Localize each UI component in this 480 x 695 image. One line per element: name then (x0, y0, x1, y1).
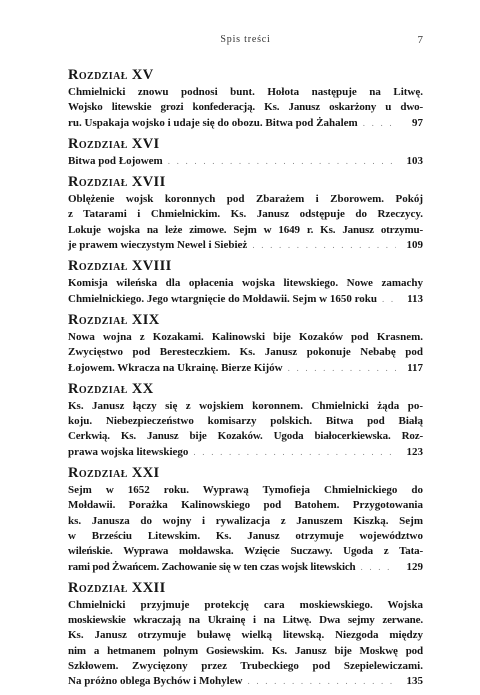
page-header (68, 34, 423, 50)
summary-line: moskiewskie wkraczają na Ukrainę i na Litwę. Dwa sejmy zerwane. (68, 614, 423, 627)
summary-line: Chmielnicki przyjmuje protekcję cara moskiewskiego. Wojska (68, 598, 423, 611)
dot-leader (382, 292, 396, 307)
toc-entry-chapter-20 (68, 381, 423, 460)
toc-entry-chapter-21 (68, 465, 423, 575)
summary-last-line (68, 238, 423, 253)
summary-line: Chmielnicki znowu podnosi bunt. Hołota następuje na Litwę. (68, 86, 423, 98)
chapter-page-number: 113 (407, 292, 423, 305)
summary-line: ru. Uspakaja wojsko i udaje się do obozu. Bitwa pod Żahalem (68, 116, 358, 129)
summary-line: Mołdawii. Porażka Kalinowskiego pod Batohem. Przygotowania (68, 499, 423, 512)
summary-last-line (68, 560, 423, 575)
dot-leader (288, 361, 396, 376)
toc-entry-chapter-18 (68, 258, 423, 307)
summary-line: Nowa wojna z Kozakami. Kalinowski bije Kozaków pod Krasnem. (68, 330, 423, 343)
summary-line: Chmielnickiego. Jego wtargnięcie do Mołdawii. Sejm w 1650 roku (68, 292, 377, 305)
summary-line: prawa wojska litewskiego (68, 445, 189, 458)
chapter-page-number: 123 (406, 445, 423, 458)
summary-last-line (68, 116, 423, 131)
chapter-page-number: 129 (406, 560, 423, 573)
toc-entry-chapter-22 (68, 580, 423, 690)
summary-line: wileńskie. Wyprawa mołdawska. Wzięcie Suczawy. Ugoda z Tata- (68, 545, 423, 558)
chapter-title: Rozdział XVI (68, 135, 160, 152)
summary-line: Komisja wileńska dla opłacenia wojska litewskiego. Nowe zamachy (68, 277, 423, 290)
dot-leader (168, 154, 396, 169)
dot-leader (360, 560, 396, 575)
summary-line: Oblężenie wojsk koronnych pod Zbarażem i Zborowem. Pokój (68, 193, 423, 206)
summary-line: ks. Janusza do wojny i rywalizacja z Januszem Kiszką. Sejm (68, 514, 423, 527)
chapter-title: Rozdział XX (68, 380, 154, 397)
summary-line: Wojsko litewskie grozi konfederacją. Ks. Janusz oskarżony u dwo- (68, 101, 423, 114)
summary-line: Bitwa pod Łojowem (68, 154, 163, 167)
dot-leader (247, 674, 396, 689)
dot-leader (252, 238, 396, 253)
chapter-page-number: 135 (406, 675, 423, 688)
toc-entry-chapter-17 (68, 174, 423, 253)
chapter-title: Rozdział XIX (68, 311, 160, 328)
chapter-title: Rozdział XXII (68, 579, 166, 596)
running-head: Spis treści (220, 34, 271, 45)
chapter-page-number: 117 (407, 361, 423, 374)
summary-line: Na próżno oblega Bychów i Mohylew (68, 675, 243, 688)
chapter-title: Rozdział XVII (68, 174, 166, 191)
chapter-title: Rozdział XV (68, 67, 154, 83)
summary-line: Szkłowem. Zwycięzony przez Trubeckiego pod Szepielewiczami. (68, 660, 423, 673)
page-number: 7 (417, 34, 423, 46)
summary-last-line (68, 292, 423, 307)
summary-line: koju. Niebezpieczeństwo komisarzy polskich. Bitwa pod Białą (68, 415, 423, 428)
summary-line: Ks. Janusz otrzymuje buławę wielką litewską. Niezgoda między (68, 629, 423, 642)
chapter-page-number: 97 (412, 116, 423, 129)
summary-line: Cerkwią. Ks. Janusz bije Kozaków. Ugoda białocerkiewska. Roz- (68, 430, 423, 443)
summary-last-line (68, 154, 423, 169)
chapter-page-number: 109 (406, 239, 423, 252)
chapter-page-number: 103 (406, 154, 423, 167)
toc-entry-chapter-19 (68, 312, 423, 376)
summary-last-line (68, 445, 423, 460)
summary-line: Lokuje wojska na leże zimowe. Sejm w 1649 r. Ks. Janusz otrzymu- (68, 223, 423, 236)
summary-line: Ks. Janusz łączy się z wojskiem koronnem. Chmielnicki żąda po- (68, 399, 423, 412)
toc-entry-chapter-16 (68, 136, 423, 169)
chapter-title: Rozdział XVIII (68, 258, 172, 275)
chapter-title: Rozdział XXI (68, 465, 160, 482)
summary-line: Zwycięstwo pod Beresteczkiem. Ks. Janusz pokonuje Nebabę pod (68, 346, 423, 359)
summary-line: nim a hetmanem polnym Gosiewskim. Ks. Janusz bije Moskwę pod (68, 644, 423, 657)
table-of-contents (68, 67, 423, 695)
summary-last-line (68, 674, 423, 689)
toc-entry-chapter-15 (68, 67, 423, 131)
dot-leader (363, 116, 396, 131)
summary-line: Sejm w 1652 roku. Wyprawą Tymofieja Chmielnickiego do (68, 484, 423, 497)
summary-line: rami pod Żwańcem. Zachowanie się w ten czas wojsk litewskich (68, 560, 356, 573)
summary-line: je prawem wieczystym Newel i Siebież (68, 239, 248, 252)
summary-line: Łojowem. Wkracza na Ukrainę. Bierze Kijów (68, 361, 283, 374)
dot-leader (193, 445, 396, 460)
summary-line: z Tatarami i Chmielnickim. Ks. Janusz odstępuje do Rzeczycy. (68, 208, 423, 221)
summary-line: w Brześciu Litewskim. Ks. Janusz otrzymuje województwo (68, 529, 423, 542)
summary-last-line (68, 361, 423, 376)
